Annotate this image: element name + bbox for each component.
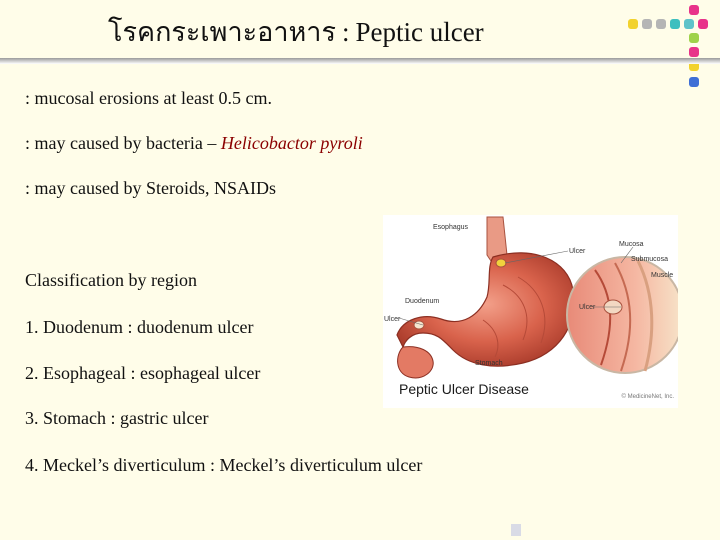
classification-heading: Classification by region — [25, 270, 197, 290]
bullet-steroids: : may caused by Steroids, NSAIDs — [25, 178, 276, 198]
list-item-esophageal: 2. Esophageal : esophageal ulcer — [25, 363, 261, 383]
label-ulcer-right: Ulcer — [579, 304, 596, 311]
dot-blue — [689, 77, 699, 87]
figure-credit: © MedicineNet, Inc. — [621, 394, 674, 400]
dot-pink — [698, 19, 708, 29]
list-item-meckel: 4. Meckel’s diverticulum : Meckel’s diverticulum ulcer — [25, 455, 423, 475]
dot-yellow — [628, 19, 638, 29]
duodenum-shape — [398, 347, 434, 378]
dot-teal — [684, 19, 694, 29]
title-underline — [0, 58, 720, 64]
label-mucosa: Mucosa — [619, 241, 644, 248]
bacteria-name: Helicobactor pyroli — [220, 133, 363, 153]
list-item-stomach: 3. Stomach : gastric ulcer — [25, 408, 209, 428]
dot-gray — [656, 19, 666, 29]
bacteria-prefix: : may caused by bacteria – — [25, 133, 221, 153]
label-submucosa: Submucosa — [631, 256, 668, 263]
label-stomach: Stomach — [475, 360, 503, 367]
list-item-duodenum: 1. Duodenum : duodenum ulcer — [25, 317, 254, 337]
title-english: Peptic ulcer — [355, 17, 484, 47]
dot-pink — [689, 5, 699, 15]
label-ulcer-top: Ulcer — [569, 248, 586, 255]
dot-pink — [689, 47, 699, 57]
peptic-ulcer-figure — [383, 215, 678, 408]
bullet-mucosal: : mucosal erosions at least 0.5 cm. — [25, 88, 272, 108]
label-ulcer-left: Ulcer — [384, 316, 401, 323]
footer-marker — [511, 524, 521, 536]
ulcer-mark — [496, 259, 506, 267]
dot-green — [689, 33, 699, 43]
title-thai: โรคกระเพาะอาหาร — [108, 17, 336, 47]
figure-caption: Peptic Ulcer Disease — [399, 381, 529, 397]
label-esophagus: Esophagus — [433, 224, 469, 231]
bullet-bacteria — [25, 132, 363, 154]
stomach-illustration — [383, 215, 678, 408]
dot-gray — [642, 19, 652, 29]
label-muscle: Muscle — [651, 272, 674, 279]
slide-title — [108, 14, 578, 50]
dot-teal — [670, 19, 680, 29]
label-duodenum: Duodenum — [405, 298, 440, 305]
title-separator: : — [341, 17, 350, 47]
